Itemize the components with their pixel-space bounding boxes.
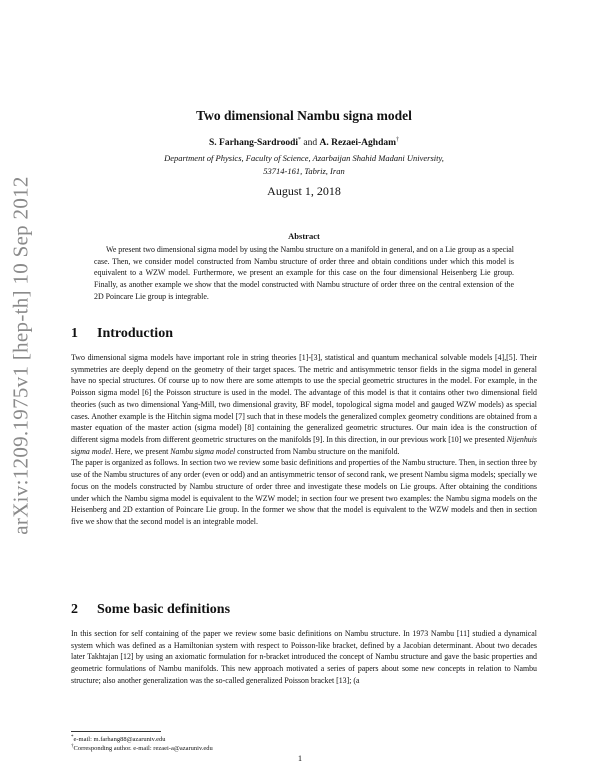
section-2-number: 2	[71, 602, 78, 617]
affiliation	[120, 152, 488, 178]
section-2-heading	[71, 602, 230, 618]
author-first-mark: *	[298, 137, 302, 143]
footnote-2	[71, 742, 537, 753]
abstract-text: We present two dimensional sigma model by using the Nambu structure on a manifold in general, and on a Lie group as a special case. Then, we consider model constructed from Nambu structure of order three and obtain conditions under which this model is equivalent to a WZW model. Furthermore, we present an example for this case on the four dimensional Heisenberg Lie group. Finally, as another example we show that the model constructed with Nambu structure of order three on the central extension of the 2D Poincare Lie group is integrable.	[94, 245, 514, 301]
footnote-rule	[71, 731, 161, 732]
intro-p1-emphasis-1: Nijenhuis sigma model	[71, 435, 537, 456]
section-2-title: Some basic definitions	[97, 602, 231, 617]
intro-p1-text-c: constructed from Nambu structure on the manifold.	[237, 446, 400, 456]
footnote-2-mark: †	[71, 744, 74, 749]
page-number: 1	[297, 753, 303, 763]
author-second: A. Rezaei-Aghdam	[319, 138, 397, 149]
footnote-2-text: Corresponding author. e-mail: rezaei-a@azaruniv.edu	[73, 745, 213, 753]
paper-title: Two dimensional Nambu signa model	[196, 108, 412, 123]
intro-p1-text-b: . Here, we present	[111, 446, 169, 456]
arxiv-identifier-stamp	[4, 150, 38, 560]
arxiv-identifier-text: arXiv:1209.1975v1 [hep-th] 10 Sep 2012	[8, 175, 33, 535]
abstract-heading: Abstract	[288, 231, 320, 241]
intro-paragraph-2: The paper is organized as follows. In section two we review some basic definitions and properties of the Nambu structure. Then, in section three by use of the Nambu structures of any order (even or odd) and an antisymmetric tensor of second rank, we present Nambu sigma models; specially we focus on the models constructed by Nambu structure of order three and investigate these models on Lie groups. After obtaining the conditions under which the Nambu sigma model is equivalent to the WZW model; in section four we present two examples: the Nambu sigma models on the Heisenberg and 2D extantion of Poincare Lie group. In the former we show that the model is equivalent to the WZW models and then in section five we show that the second model is an integrable model.	[71, 458, 537, 527]
paper-date: August 1, 2018	[267, 184, 341, 198]
intro-p1-emphasis-2: Nambu sigma model	[170, 446, 236, 456]
intro-paragraph-1	[71, 352, 537, 457]
author-line	[70, 137, 538, 148]
section-1-body	[71, 352, 537, 528]
section-2-body	[71, 628, 537, 687]
section-1-number: 1	[71, 326, 78, 341]
footnote-1-text: e-mail: m.farhang88@azaruniv.edu	[73, 736, 166, 744]
intro-p1-text-a: Two dimensional sigma models have important role in string theories [1]-[3], statistical and quantum mechanical solvable models [4],[5]. Their symmetries are deeply depend on the geometry of their target spaces. The metric and antisymmetric tensor fields in the sigma model in general have no special structures. Of course up to now there are some attempts to use the special geometric structures in the model. For example, in the Poisson sigma model [6] the Poisson structure is used in the model. The advantage of this model is that it contains other two dimensional field theories (such as two dimensional Yang-Mill, two dimensional gravity, BF model, topological sigma model and gauged WZW models) as special cases. Another example is the Hitchin sigma model [7] such that in these models the generalized complex geometry conditions are obtained from a master equation of the master action (sigma model) [8] containing the generalized geometric structures. Our main idea is the construction of different sigma models from different geometric structures on the manifolds [9]. In this direction, in our previous work [10] we presented	[71, 353, 537, 445]
author-conjunction: and	[303, 138, 318, 149]
author-first: S. Farhang-Sardroodi	[208, 138, 299, 149]
basic-definitions-paragraph-1: In this section for self containing of the paper we review some basic definitions on Nambu structure. In 1973 Nambu [11] studied a dynamical system which was defined as a Hamiltonian system with respect to Poisson-like bracket, defined by a Jacobian determinant. About two decades later Takhtajan [12] by using an axiomatic formulation for n-bracket introduced the concept of Nambu structure and gave the basic properties and geometric formulations of Nambu manifolds. This new approach motivated a series of papers about some new concepts in relation to Nambu structure; also another generalization was the so-called generalized Poisson bracket [13]; (a	[71, 629, 537, 685]
section-1-heading	[71, 326, 173, 342]
author-second-mark: †	[396, 137, 400, 143]
section-1-title: Introduction	[97, 326, 173, 341]
affiliation-line-1: Department of Physics, Faculty of Science, Azarbaijan Shahid Madani University,	[164, 153, 444, 163]
footnote-1-mark: *	[71, 735, 74, 740]
affiliation-line-2: 53714-161, Tabriz, Iran	[263, 166, 345, 176]
